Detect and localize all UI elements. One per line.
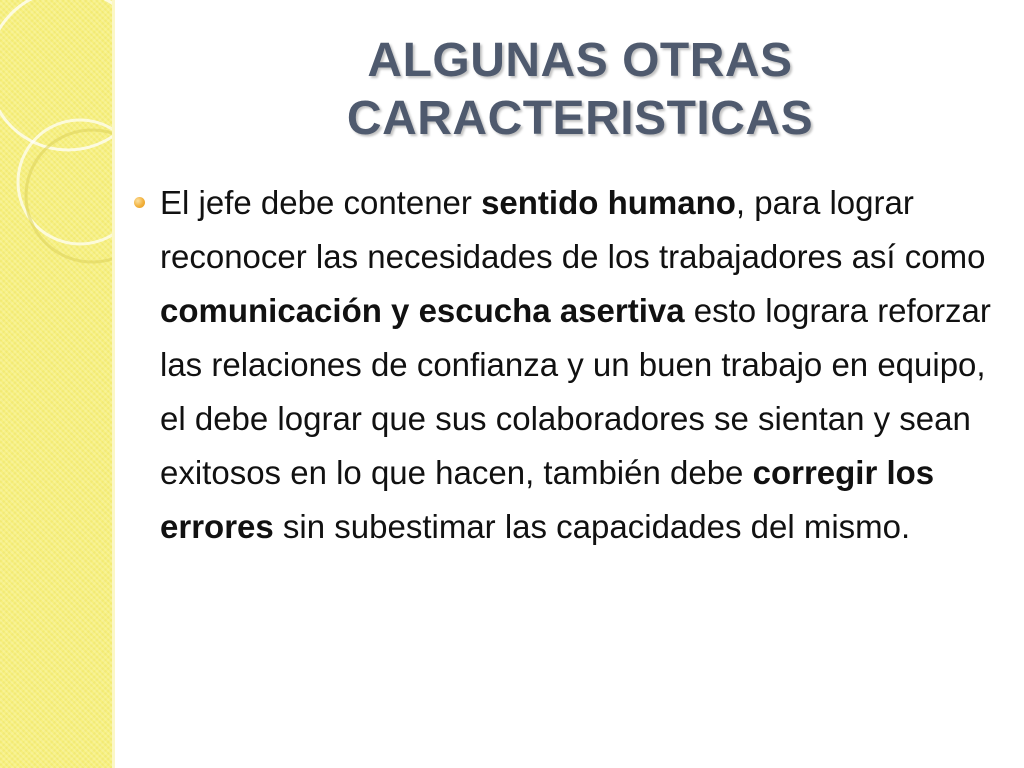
emphasis-corregir-errores: corregir los errores (160, 454, 935, 545)
bullet-dot-icon (134, 197, 145, 208)
emphasis-sentido-humano: sentido humano (481, 184, 736, 221)
text-segment: esto lograra reforzar las relaciones de confianza y un buen trabajo en equipo, el debe lograr que sus colaboradores se sientan y sean exitosos en lo que hacen, también debe (160, 292, 991, 491)
bullet-item (160, 176, 1000, 554)
decorative-side-band (0, 0, 112, 768)
bullet-list (160, 176, 1000, 554)
text-segment: El jefe debe contener (160, 184, 482, 221)
emphasis-comunicacion-escucha: comunicación y escucha asertiva (160, 292, 685, 329)
slide-title: ALGUNAS OTRAS CARACTERISTICAS (346, 34, 814, 145)
decorative-circles (0, 0, 112, 768)
bullet-text (160, 176, 1000, 554)
band-edge (112, 0, 115, 768)
text-segment: sin subestimar las capacidades del mismo. (273, 508, 911, 545)
text-segment: , para lograr reconocer las necesidades de los trabajadores así como (160, 184, 986, 275)
